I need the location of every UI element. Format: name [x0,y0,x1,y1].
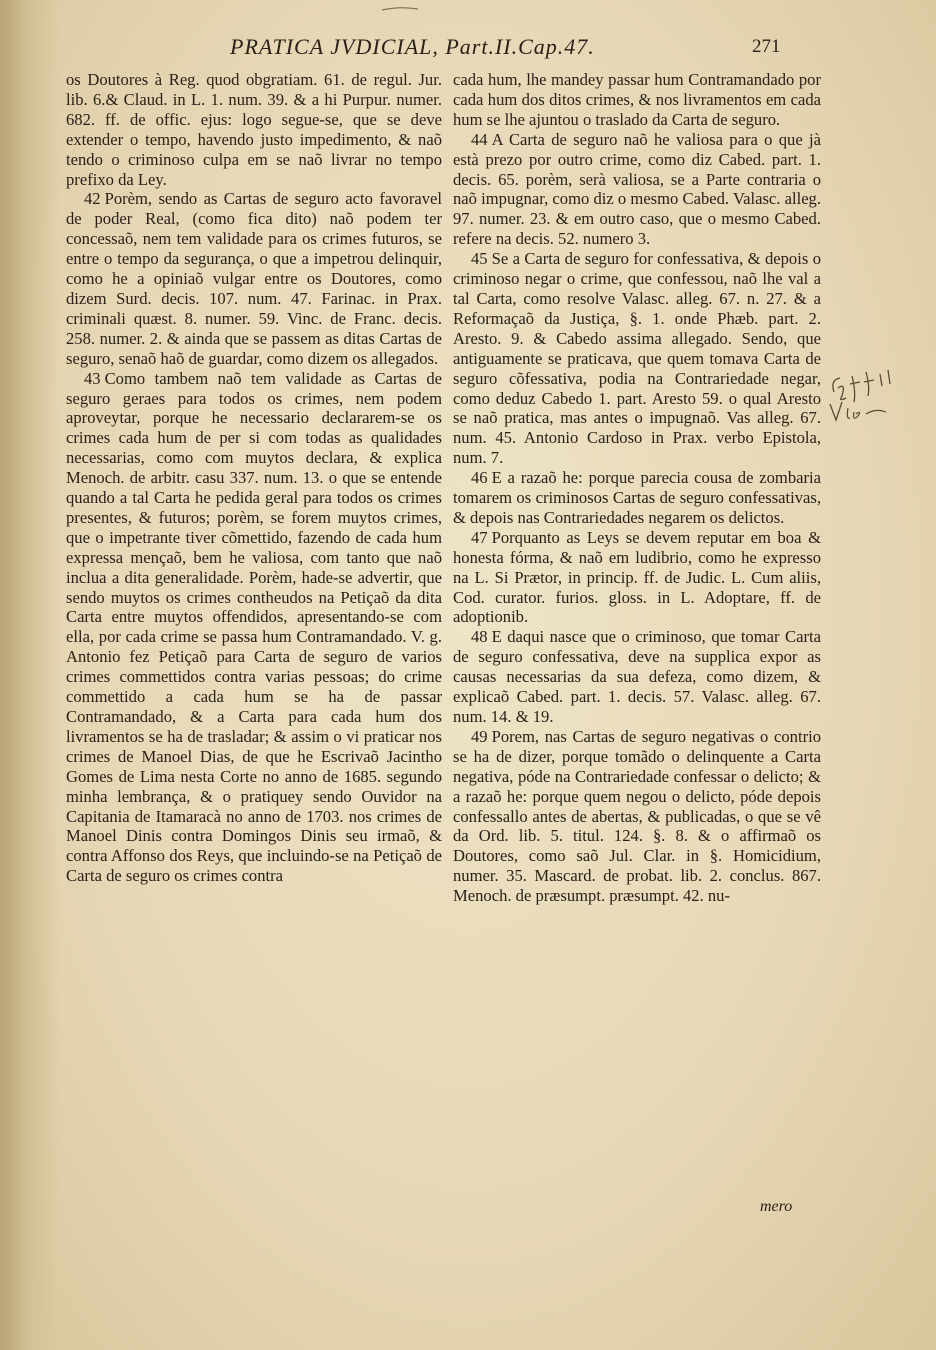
paragraph-number: 42 [84,189,101,209]
paragraph [66,189,442,368]
paragraph [453,727,821,906]
left-column [66,70,442,886]
paragraph-text: cada hum, lhe mandey passar hum Contramandado por cada hum dos ditos crimes, & nos livramentos em cada hum se lhe ajuntou o traslado da Carta de seguro. [453,70,821,129]
paragraph-text: os Doutores à Reg. quod obgratiam. 61. de regul. Jur. lib. 6.& Claud. in L. 1. num. 39. & a hi Purpur. numer. 682. ff. de offic. ejus: logo segue-se, que se deve extender o tempo, havendo justo impedimento, & naõ tendo o criminoso culpa em se naõ livrar no tempo prefixo da Ley. [66,70,442,189]
page-header [60,34,930,64]
paragraph-text: A Carta de seguro naõ he valiosa para o que jà està prezo por outro crime, como diz Cabed. part. 1. decis. 65. porèm, serà valiosa, se a Parte contraria o naõ impugnar, como diz o mesmo Cabed. Valasc. alleg. 97. numer. 23. & em outro caso, que o mesmo Cabed. refere na decis. 52. numero 3. [453,129,821,249]
paragraph-text: E a razaõ he: porque parecia cousa de zombaria tomarem os criminosos Cartas de seguro confessativas, & depois nas Contrariedades negarem os delictos. [453,468,821,527]
paragraph [453,70,821,130]
running-head: PRATICA JVDICIAL, Part.II.Cap.47. [230,34,595,59]
paragraph [453,130,821,249]
paragraph-number: 43 [84,368,101,388]
handwritten-marginal-note [826,362,926,432]
paragraph-number: 47 [471,527,488,547]
paragraph-number: 48 [471,627,488,647]
paragraph-number: 49 [471,726,488,746]
paragraph-text: E daqui nasce que o criminoso, que tomar Carta de seguro confessativa, deve na supplica expor as causas necessarias da sua defeza, como dizem, & explicaõ Cabed. part. 1. decis. 57. Valasc. alleg. 67. num. 14. & 19. [453,627,821,726]
paragraph-text: Porem, nas Cartas de seguro negativas o contrio se ha de dizer, porque tomãdo o delinquente a Carta negativa, póde na Contrariedade confessar o delicto; & a razaõ he: porque quem negou o delicto, póde depois confessallo antes de abertas, & publicadas, o que se vê da Ord. lib. 5. titul. 124. §. 8. & o affirmaõ os Doutores, como saõ Jul. Clar. in §. Homicidium, numer. 35. Mascard. de probat. lib. 2. conclus. 867. Menoch. de præsumpt. præsumpt. 42. nu- [453,726,821,906]
paragraph-text: Porquanto as Leys se devem reputar em boa & honesta fórma, & naõ em ludibrio, como he expresso na L. Si Prætor, in princip. ff. de Judic. L. Cum aliis, Cod. curator. furios. gloss. in L. Adoptare, ff. de adoptionib. [453,527,821,627]
paragraph [66,70,442,189]
paragraph-text: Porèm, sendo as Cartas de seguro acto favoravel de poder Real, (como fica dito) naõ podem ter concessaõ, nem tem validade para os crimes futuros, se entre o tempo da segurança, o que a impetrou delinquir, como he a opiniaõ vulgar entre os Doutores, como dizem Surd. decis. 107. num. 47. Farinac. in Prax. criminali quæst. 8. numer. 59. Vinc. de Franc. decis. 258. numer. 2. & ainda que se passem as ditas Cartas de seguro, senaõ haõ de guardar, como dizem os allegados. [66,189,442,368]
paragraph [453,528,821,628]
paragraph-number: 46 [471,468,488,488]
page-number: 271 [752,36,781,57]
paragraph-text: Se a Carta de seguro for confessativa, & depois o criminoso negar o crime, que confessou, naõ lhe val a tal Carta, como resolve Valasc. alleg. 67. n. 27. & a Reformaçaõ da Justiça, §. 1. onde Phæb. part. 2. Aresto. 9. & Cabedo assima allegado. Sendo, que antiguamente se praticava, que quem tomava Carta de seguro cõfessativa, podia na Contrariedade negar, como deduz Cabedo 1. part. Aresto 59. o qual Aresto se naõ pratica, mas antes o impugnaõ. Vas alleg. 67. num. 45. Antonio Cardoso in Prax. verbo Epistola, num. 7. [453,249,821,468]
paragraph-number: 45 [471,249,488,269]
right-column [453,70,821,906]
ink-mark [380,6,420,12]
paragraph [453,627,821,727]
paragraph [453,468,821,528]
paragraph-text: Como tambem naõ tem validade as Cartas de seguro geraes para todos os crimes, nem podem aproveytar, porque he necessario declararem-se os crimes cada hum de per si com todas as qualidades necessarias, como com muytos declara, & explica Menoch. de arbitr. casu 337. num. 13. o que se entende quando a tal Carta he pedida geral para todos os crimes presentes, & futuros; porèm, se forem muytos crimes, que o impetrante tiver cõmettido, fazendo de cada hum expressa mençaõ, bem he valiosa, com tanto que naõ inclua a dita generalidade. Porèm, hade-se advertir, que sendo muytos os crimes contheudos na Petiçaõ da dita Carta entre muytos offendidos, apresentando-se com ella, por cada crime se passa hum Contramandado. V. g. Antonio fez Petiçaõ para Carta de seguro de varios crimes commettidos contra varias pessoas; do crime commettido a cada hum se ha de passar Contramandado, & a Carta para cada hum dos livramentos se ha de trasladar; & assim o vi praticar nos crimes de Manoel Dias, de que he Escrivaõ Jacintho Gomes de Lima nesta Corte no anno de 1685. segundo minha lembrança, & o pratiquey sendo Ouvidor na Capitania de Itamaracà no anno de 1703. nos crimes de Manoel Dinis contra Domingos Dinis seu irmaõ, & contra Affonso dos Reys, que incluindo-se na Petiçaõ de Carta de seguro os crimes contra [66,368,442,886]
paragraph [453,249,821,468]
catchword: mero [760,1198,793,1215]
paragraph-number: 44 [471,129,488,149]
paragraph [66,369,442,887]
page-gutter-shadow [0,0,60,1350]
